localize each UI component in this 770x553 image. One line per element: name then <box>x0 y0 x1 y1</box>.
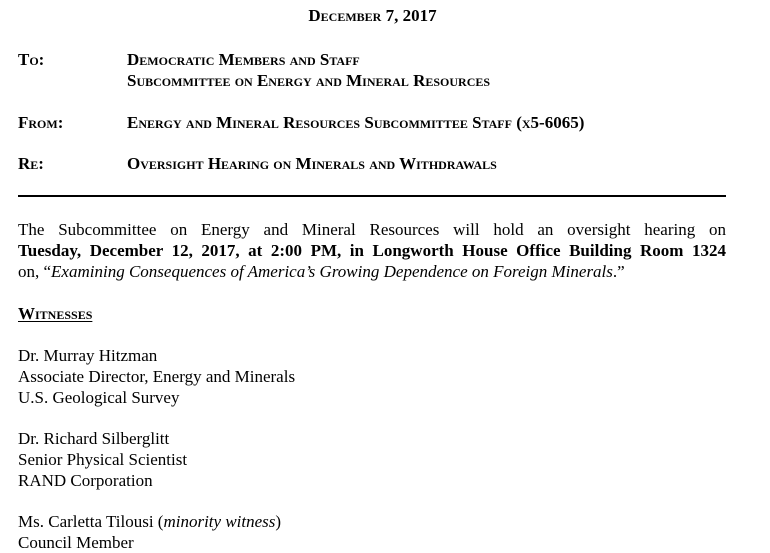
from-label: From: <box>18 113 64 132</box>
witnesses-heading: Witnesses <box>18 304 93 323</box>
witness-2-organization: RAND Corporation <box>18 471 153 490</box>
intro-line-3-suffix: .” <box>612 262 625 281</box>
to-recipient-line-2: Subcommittee on Energy and Mineral Resources <box>127 71 491 90</box>
witness-1-name: Dr. Murray Hitzman <box>18 346 158 365</box>
to-label: To: <box>18 50 45 69</box>
intro-line-3 <box>18 261 726 282</box>
witness-2-title: Senior Physical Scientist <box>18 450 188 469</box>
hearing-title: Examining Consequences of America’s Growing Dependence on Foreign Minerals <box>51 262 613 281</box>
re-value: Oversight Hearing on Minerals and Withdrawals <box>127 154 497 173</box>
witness-3-close-paren: ) <box>275 512 282 531</box>
memo-date: December 7, 2017 <box>308 6 437 25</box>
minority-witness-note: minority witness <box>163 512 276 531</box>
intro-line-1: The Subcommittee on Energy and Mineral Resources will hold an oversight hearing on <box>18 220 726 239</box>
intro-paragraph <box>18 219 726 282</box>
witness-3-name <box>18 511 281 532</box>
header-divider <box>18 195 726 197</box>
intro-line-2-hearing-details: Tuesday, December 12, 2017, at 2:00 PM, in Longworth House Office Building Room 1324 <box>18 241 726 260</box>
from-value: Energy and Mineral Resources Subcommittee Staff (x5-6065) <box>127 113 585 132</box>
witness-1-organization: U.S. Geological Survey <box>18 388 180 407</box>
witness-1-title: Associate Director, Energy and Minerals <box>18 367 296 386</box>
witness-3-title-partial: Council Member <box>18 533 134 552</box>
to-recipient-line-1: Democratic Members and Staff <box>127 50 360 69</box>
witness-2-name: Dr. Richard Silberglitt <box>18 429 170 448</box>
intro-line-3-prefix: on, “ <box>18 262 52 281</box>
witness-3-name-text: Ms. Carletta Tilousi ( <box>18 512 164 531</box>
re-label: Re: <box>18 154 44 173</box>
